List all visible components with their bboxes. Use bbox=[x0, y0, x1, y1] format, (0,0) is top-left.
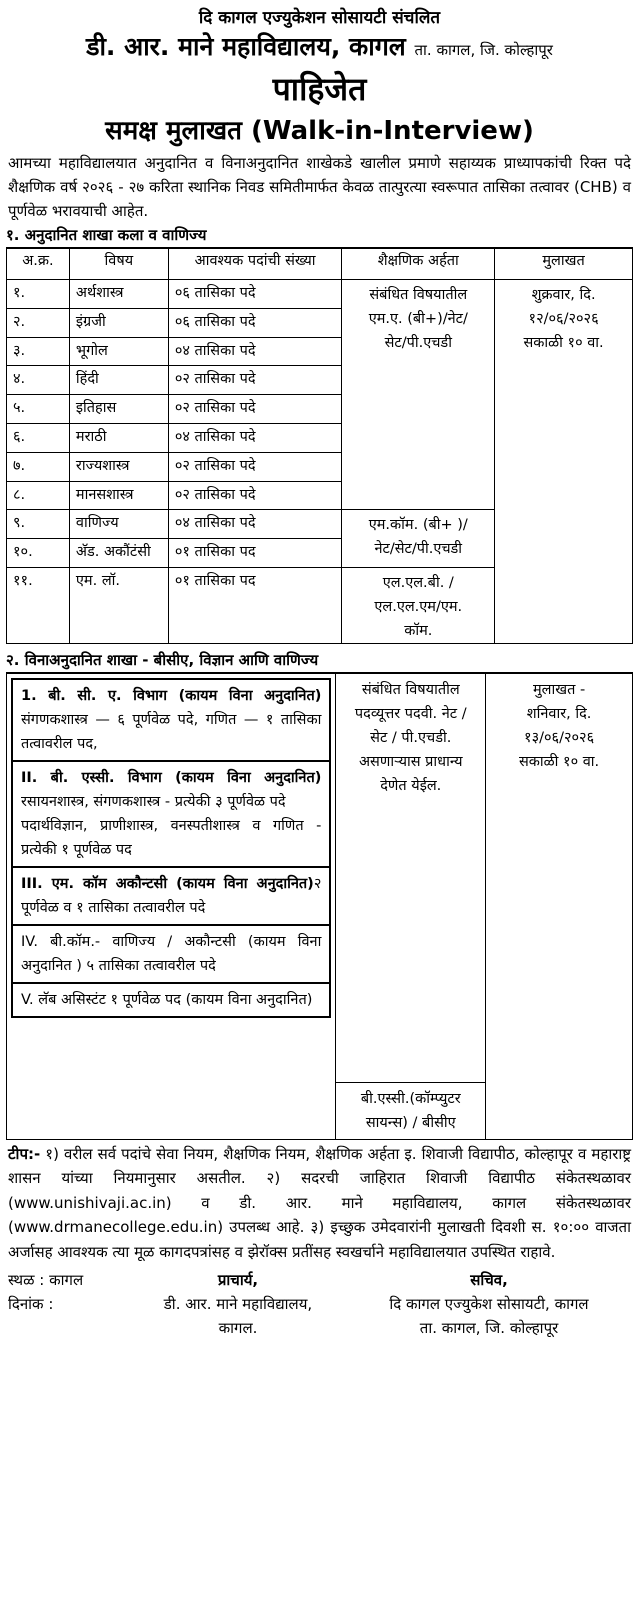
qualification-line: एम.ए. (बी+)/नेट/ bbox=[368, 311, 468, 327]
subject: हिंदी bbox=[69, 366, 168, 395]
aided-posts-table bbox=[6, 248, 633, 644]
subject: एम. लॉ. bbox=[69, 567, 168, 643]
serial-no: १. bbox=[7, 280, 70, 309]
column-header: शैक्षणिक अर्हता bbox=[342, 249, 495, 280]
subject: वाणिज्य bbox=[69, 510, 168, 539]
mcom-department bbox=[11, 868, 331, 926]
secretary-org: दि कागल एज्युकेश सोसायटी, कागल bbox=[389, 1295, 589, 1314]
table-row bbox=[7, 673, 633, 1082]
posts: ०२ तासिका पदे bbox=[168, 481, 342, 510]
table-row bbox=[7, 280, 633, 309]
qualification-lab: बी.एस्सी.(कॉम्प्युटर सायन्स) / बीसीए bbox=[336, 1082, 486, 1139]
subject: राज्यशास्त्र bbox=[69, 452, 168, 481]
serial-no: ९. bbox=[7, 510, 70, 539]
serial-no: १०. bbox=[7, 539, 70, 568]
secretary-title: सचिव, bbox=[470, 1271, 508, 1290]
department-posts: V. लॅब असिस्टंट १ पूर्णवेळ पद (कायम विना अनुदानित) bbox=[21, 991, 313, 1008]
column-header: अ.क्र. bbox=[7, 249, 70, 280]
interview-date-unaided bbox=[486, 673, 633, 1139]
college-name: डी. आर. माने महाविद्यालय, कागल bbox=[86, 32, 406, 61]
note-paragraph bbox=[6, 1140, 633, 1265]
qualification-law bbox=[342, 567, 495, 643]
subject: अ‍ॅड. अकौंटंसी bbox=[69, 539, 168, 568]
subject: अर्थशास्त्र bbox=[69, 280, 168, 309]
interview-line: सकाळी १० वा. bbox=[518, 753, 600, 770]
principal-signature bbox=[138, 1268, 338, 1340]
subject: मानसशास्त्र bbox=[69, 481, 168, 510]
college-location: ता. कागल, जि. कोल्हापूर bbox=[414, 41, 553, 59]
place-date bbox=[8, 1268, 83, 1316]
subject: मराठी bbox=[69, 423, 168, 452]
principal-place: कागल. bbox=[218, 1319, 258, 1338]
serial-no: ४. bbox=[7, 366, 70, 395]
department-title: 1. बी. सी. ए. विभाग (कायम विना अनुदानित) bbox=[21, 687, 322, 704]
department-posts: पदार्थविज्ञान, प्राणीशास्त्र, वनस्पतीशास्त्र व गणित - प्रत्येकी १ पूर्णवेळ पद bbox=[21, 817, 322, 858]
serial-no: ७. bbox=[7, 452, 70, 481]
qualification-line: सेट/पी.एचडी bbox=[384, 335, 452, 351]
date-label: दिनांक : bbox=[8, 1295, 54, 1314]
qualification-line: एल.एल.बी. / bbox=[382, 574, 454, 591]
posts: ०१ तासिका पद bbox=[168, 567, 342, 643]
place: स्थळ : कागल bbox=[8, 1271, 84, 1290]
subject: इतिहास bbox=[69, 395, 168, 424]
posts: ०४ तासिका पदे bbox=[168, 337, 342, 366]
department-posts: रसायनशास्त्र, संगणकशास्त्र - प्रत्येकी ३ पूर्णवेळ पदे bbox=[21, 793, 286, 810]
interview-date-aided bbox=[495, 280, 633, 644]
department-posts: IV. बी.कॉम.- वाणिज्य / अकौन्टसी (कायम विना अनुदानित ) ५ तासिका तत्वावरील पदे bbox=[21, 933, 322, 974]
principal-org: डी. आर. माने महाविद्यालय, bbox=[163, 1295, 313, 1314]
posts: ०२ तासिका पदे bbox=[168, 395, 342, 424]
signature-footer bbox=[6, 1268, 633, 1360]
bsc-department bbox=[11, 762, 331, 868]
interview-line: सकाळी १० वा. bbox=[523, 335, 604, 351]
college-title bbox=[6, 30, 633, 67]
department-title: III. एम. कॉम अकौन्टसी (कायम विना अनुदानित) bbox=[21, 875, 314, 892]
department-posts: संगणकशास्त्र — ६ पूर्णवेळ पदे, गणित — १ तासिका तत्वावरील पद, bbox=[21, 711, 322, 752]
department-posts: २ पूर्णवेळ व १ तासिका तत्वावरील पदे bbox=[21, 875, 322, 916]
qualification-arts bbox=[342, 280, 495, 510]
department-title: II. बी. एस्सी. विभाग (कायम विना अनुदानित) bbox=[21, 769, 322, 786]
posts: ०६ तासिका पदे bbox=[168, 280, 342, 309]
qualification-line: संबंधित विषयातील bbox=[369, 287, 468, 303]
note-text: १) वरील सर्व पदांचे सेवा नियम, शैक्षणिक नियम, शैक्षणिक अर्हता इ. शिवाजी विद्यापीठ, कोल्हापूर व महाराष्ट्र शासन यांच्या नियमानुसार असतील. २) सदरची जाहिरात शिवाजी विद्यापीठ संकेतस्थळावर (www.unishivaji.ac.in) व डी. आर. माने महाविद्यालय, कागल संकेतस्थळावर (www.drmanecollege.edu.in) उपलब्ध आहे. ३) इच्छुक उमेदवारांनी मुलाखती दिवशी स. १०:०० वाजता अर्जासह आवश्यक त्या मूळ कागदपत्रांसह व झेरॉक्स प्रतींसह स्वखर्चाने महाविद्यालयात उपस्थित राहावे. bbox=[8, 1144, 631, 1261]
unaided-posts-table bbox=[6, 673, 633, 1140]
qualification-line: कॉम. bbox=[404, 622, 433, 639]
posts: ०४ तासिका पदे bbox=[168, 510, 342, 539]
secretary-place: ता. कागल, जि. कोल्हापूर bbox=[419, 1319, 559, 1338]
interview-line: मुलाखत - bbox=[532, 681, 586, 698]
qualification-commerce bbox=[342, 510, 495, 568]
qualification-line: एम.कॉम. (बी+ )/ bbox=[368, 517, 468, 534]
qualification-line: नेट/सेट/पी.एचडी bbox=[374, 541, 463, 558]
bcom-department bbox=[11, 926, 331, 984]
column-header: विषय bbox=[69, 249, 168, 280]
interview-line: शनिवार, दि. bbox=[526, 705, 592, 722]
column-header: आवश्यक पदांची संख्या bbox=[168, 249, 342, 280]
note-label: टीप:- bbox=[8, 1144, 41, 1163]
interview-line: १३/०६/२०२६ bbox=[524, 729, 595, 746]
posts: ०२ तासिका पदे bbox=[168, 452, 342, 481]
serial-no: २. bbox=[7, 308, 70, 337]
principal-title: प्राचार्य, bbox=[217, 1271, 259, 1290]
wanted-heading: पाहिजेत bbox=[272, 70, 367, 108]
bca-department bbox=[11, 678, 331, 762]
subject: इंग्रजी bbox=[69, 308, 168, 337]
interview-line: शुक्रवार, दि. bbox=[531, 287, 596, 303]
qualification-line: एल.एल.एम/एम. bbox=[374, 598, 463, 615]
advertisement bbox=[6, 0, 633, 1360]
interview-line: १२/०६/२०२६ bbox=[528, 311, 599, 327]
posts: ०४ तासिका पदे bbox=[168, 423, 342, 452]
section2-heading: २. विनाअनुदानित शाखा - बीसीए, विज्ञान आणि वाणिज्य bbox=[6, 648, 633, 673]
intro-paragraph: आमच्या महाविद्यालयात अनुदानित व विनाअनुदानित शाखेकडे खालील प्रमाणे सहाय्यक प्राध्यापकांची रिक्त पदे शैक्षणिक वर्ष २०२६ - २७ करिता स्थानिक निवड समितीमार्फत केवळ तात्पुरत्या स्वरूपात तासिका तत्वावर (CHB) व पूर्णवेळ भरावयाची आहेत. bbox=[8, 154, 631, 220]
lab-assistant-post bbox=[11, 984, 331, 1018]
walkin-heading: समक्ष मुलाखत (Walk-in-Interview) bbox=[105, 116, 534, 146]
posts: ०१ तासिका पद bbox=[168, 539, 342, 568]
posts: ०२ तासिका पदे bbox=[168, 366, 342, 395]
section1-heading: १. अनुदानित शाखा कला व वाणिज्य bbox=[6, 223, 633, 248]
subject: भूगोल bbox=[69, 337, 168, 366]
society-name: दि कागल एज्युकेशन सोसायटी संचलित bbox=[198, 8, 441, 28]
secretary-signature bbox=[349, 1268, 629, 1340]
serial-no: ११. bbox=[7, 567, 70, 643]
column-header: मुलाखत bbox=[495, 249, 633, 280]
serial-no: ३. bbox=[7, 337, 70, 366]
serial-no: ६. bbox=[7, 423, 70, 452]
posts: ०६ तासिका पदे bbox=[168, 308, 342, 337]
serial-no: ५. bbox=[7, 395, 70, 424]
unaided-departments bbox=[7, 673, 336, 1139]
table-header-row bbox=[7, 249, 633, 280]
qualification-unaided: संबंधित विषयातील पदव्यूत्तर पदवी. नेट / सेट / पी.एचडी. असणाऱ्यास प्राधान्य देणेत येईल. bbox=[336, 673, 486, 1082]
serial-no: ८. bbox=[7, 481, 70, 510]
